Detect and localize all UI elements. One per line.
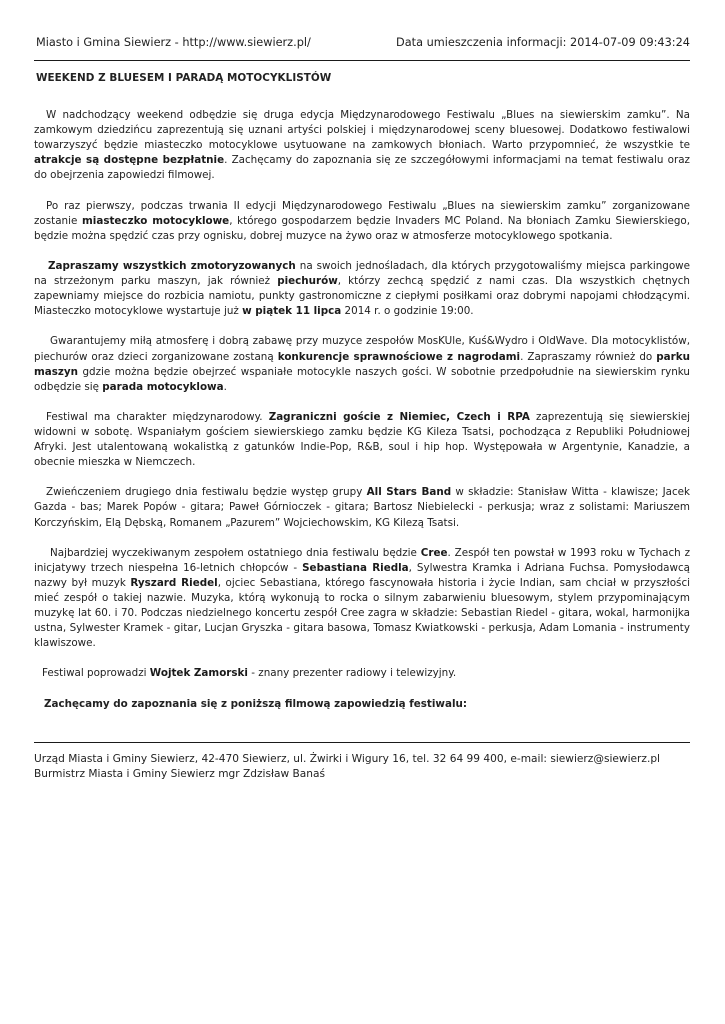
p4-text-e: .	[223, 380, 227, 393]
p8-bold-1: Wojtek Zamorski	[149, 667, 248, 680]
article-body	[34, 108, 690, 712]
p7-bold-3: Ryszard Riedel	[130, 576, 218, 589]
p3-bold-3: w piątek 11 lipca	[242, 305, 342, 318]
footer-address: Urząd Miasta i Gminy Siewierz, 42-470 Siewierz, ul. Żwirki i Wigury 16, tel. 32 64 99 400, e-mail: siewierz@siewierz.pl	[34, 753, 661, 765]
paragraph-2	[34, 199, 690, 244]
paragraph-5	[34, 410, 690, 470]
p2-text-c: , którego gospodarzem będzie Invaders MC Poland. Na błoniach Zamku Siewierskiego, będzie można spędzić czas przy ognisku, dobrej muzyce na żywo oraz w atmosferze motocyklowego spotkania.	[34, 214, 691, 242]
p7-bold-2: Sebastiana Riedla	[302, 561, 409, 574]
article-title: WEEKEND Z BLUESEM I PARADĄ MOTOCYKLISTÓW	[36, 72, 332, 84]
p7-text-e: , ojciec Sebastiana, którego fascynowała historia i życie Indian, sam chciał w przyszłości mieć zespół o takiej nazwie. Muzyka, którą wykonują to rocka o silnym zabarwieniu bluesowym, stylem przypominającym muzykę lat 60. i 70. Podczas niedzielnego koncertu zespół Cree zagra w składzie: Sebastian Riedel - gitara, wokal, harmonijka ustna, Sylwester Kramek - gitar, Lucjan Gryszka - gitara basowa, Tomasz Kwiatkowski - perkusja, Adam Lomania - instrumenty klawiszowe.	[34, 576, 691, 650]
p3-bold-2: piechurów	[277, 275, 338, 288]
paragraph-4	[34, 334, 690, 394]
header-date: Data umieszczenia informacji: 2014-07-09 09:43:24	[396, 36, 690, 49]
p3-bold-1: Zapraszamy wszystkich zmotoryzowanych	[48, 259, 296, 272]
p6-text-a: Zwieńczeniem drugiego dnia festiwalu będzie występ grupy	[46, 486, 367, 499]
p7-text-a: Najbardziej wyczekiwanym zespołem ostatniego dnia festiwalu będzie	[50, 546, 421, 559]
p8-text-c: - znany prezenter radiowy i telewizyjny.	[247, 667, 457, 680]
p6-bold-1: All Stars Band	[366, 486, 452, 499]
p2-bold-1: miasteczko motocyklowe	[82, 214, 230, 227]
p3-text-c: , którzy zechcą spędzić z nami czas. Dla wszystkich chętnych zapewniamy miejsce do rozbicia namiotu, punkty gastronomiczne z ciepłymi posiłkami oraz dobrymi napojami chłodzącymi. Miasteczko motocyklowe wystartuje już	[34, 275, 690, 318]
paragraph-8	[34, 666, 690, 681]
paragraph-3	[34, 259, 690, 319]
p4-bold-2: parku maszyn	[34, 350, 691, 378]
p7-text-c: . Zespół ten powstał w 1993 roku w Tychach z inicjatywy trzech niespełna 16-letnich chłopców -	[34, 546, 690, 574]
p4-text-c: . Zapraszamy również do	[520, 350, 657, 363]
p5-bold-1: Zagraniczni goście z Niemiec, Czech i RPA	[268, 410, 530, 423]
p4-bold-1: konkurencje sprawnościowe z nagrodami	[277, 350, 521, 363]
p6-text-c: w składzie: Stanisław Witta - klawisze; Jacek Gazda - bas; Marek Popów - gitara; Paweł Górnioczek - gitara; Bartosz Niebielecki - perkusja; wraz z solistami: Mariuszem Korczyńskim, Elą Dębską, Romanem „Pazurem” Wojciechowskim, KG Kilezą Tsatsi.	[34, 486, 691, 529]
paragraph-7	[34, 546, 690, 652]
p1-text-c: . Zachęcamy do zapoznania się ze szczegółowymi informacjami na temat festiwalu oraz do obejrzenia zapowiedzi filmowej.	[34, 154, 690, 182]
p4-text-a: Gwarantujemy miłą atmosferę i dobrą zabawę przy muzyce zespołów MosKUle, Kuś&Wydro i OldWave. Dla motocyklistów, piechurów oraz dzieci zorganizowane zostaną	[34, 335, 690, 363]
p5-text-a: Festiwal ma charakter międzynarodowy.	[46, 410, 269, 423]
p1-bold-1: atrakcje są dostępne bezpłatnie	[34, 154, 225, 167]
p7-bold-1: Cree	[420, 546, 448, 559]
p3-text-a: na swoich jednośladach, dla których przygotowaliśmy miejsca parkingowe na strzeżonym parku maszyn, jak również	[34, 259, 690, 288]
paragraph-9-video-intro: Zachęcamy do zapoznania się z poniższą filmową zapowiedzią festiwalu:	[44, 697, 467, 710]
p5-text-c: zaprezentują się siewierskiej widowni w sobotę. Wspaniałym gościem siewierskiego zamku będzie KG Kileza Tsatsi, pochodząca z Republiki Południowej Afryki. Jest utalentowaną wokalistką z gatunków Indie-Pop, R&B, soul i hip hop. Występowała w Argentynie, Kanadzie, a obecnie mieszka w Niemczech.	[34, 410, 690, 469]
p7-text-d: , Sylwestra Kramka i Adriana Fuchsa. Pomysłodawcą nazwy był muzyk	[34, 561, 690, 589]
page-footer	[34, 752, 690, 782]
footer-mayor: Burmistrz Miasta i Gminy Siewierz mgr Zdzisław Banaś	[34, 768, 325, 780]
paragraph-6	[34, 485, 690, 530]
p3-text-d: 2014 r. o godzinie 19:00.	[341, 305, 474, 318]
p2-text-a: Po raz pierwszy, podczas trwania II edycji Międzynarodowego Festiwalu „Blues na siewierskim zamku” zorganizowane zostanie	[34, 199, 690, 227]
p4-text-d: gdzie można będzie obejrzeć wspaniałe motocykle naszych gości. W sobotnie przedpołudnie na siewierskim rynku odbędzie się	[34, 365, 690, 393]
p8-text-a: Festiwal poprowadzi	[42, 667, 150, 680]
header-divider	[34, 60, 690, 61]
footer-divider	[34, 742, 690, 743]
header-site: Miasto i Gmina Siewierz - http://www.siewierz.pl/	[36, 36, 311, 49]
paragraph-1	[34, 108, 690, 183]
p4-bold-3: parada motocyklowa	[102, 380, 224, 393]
p1-text-a: W nadchodzący weekend odbędzie się druga edycja Międzynarodowego Festiwalu „Blues na siewierskim zamku”. Na zamkowym dziedzińcu zaprezentują się uznani artyści polskiej i międzynarodowej sceny bluesowej. Dodatkowo festiwalowi towarzyszyć będzie miasteczko motocyklowe usytuowane na zamkowych błoniach. Warto przypomnieć, że wszystkie te	[34, 109, 690, 152]
